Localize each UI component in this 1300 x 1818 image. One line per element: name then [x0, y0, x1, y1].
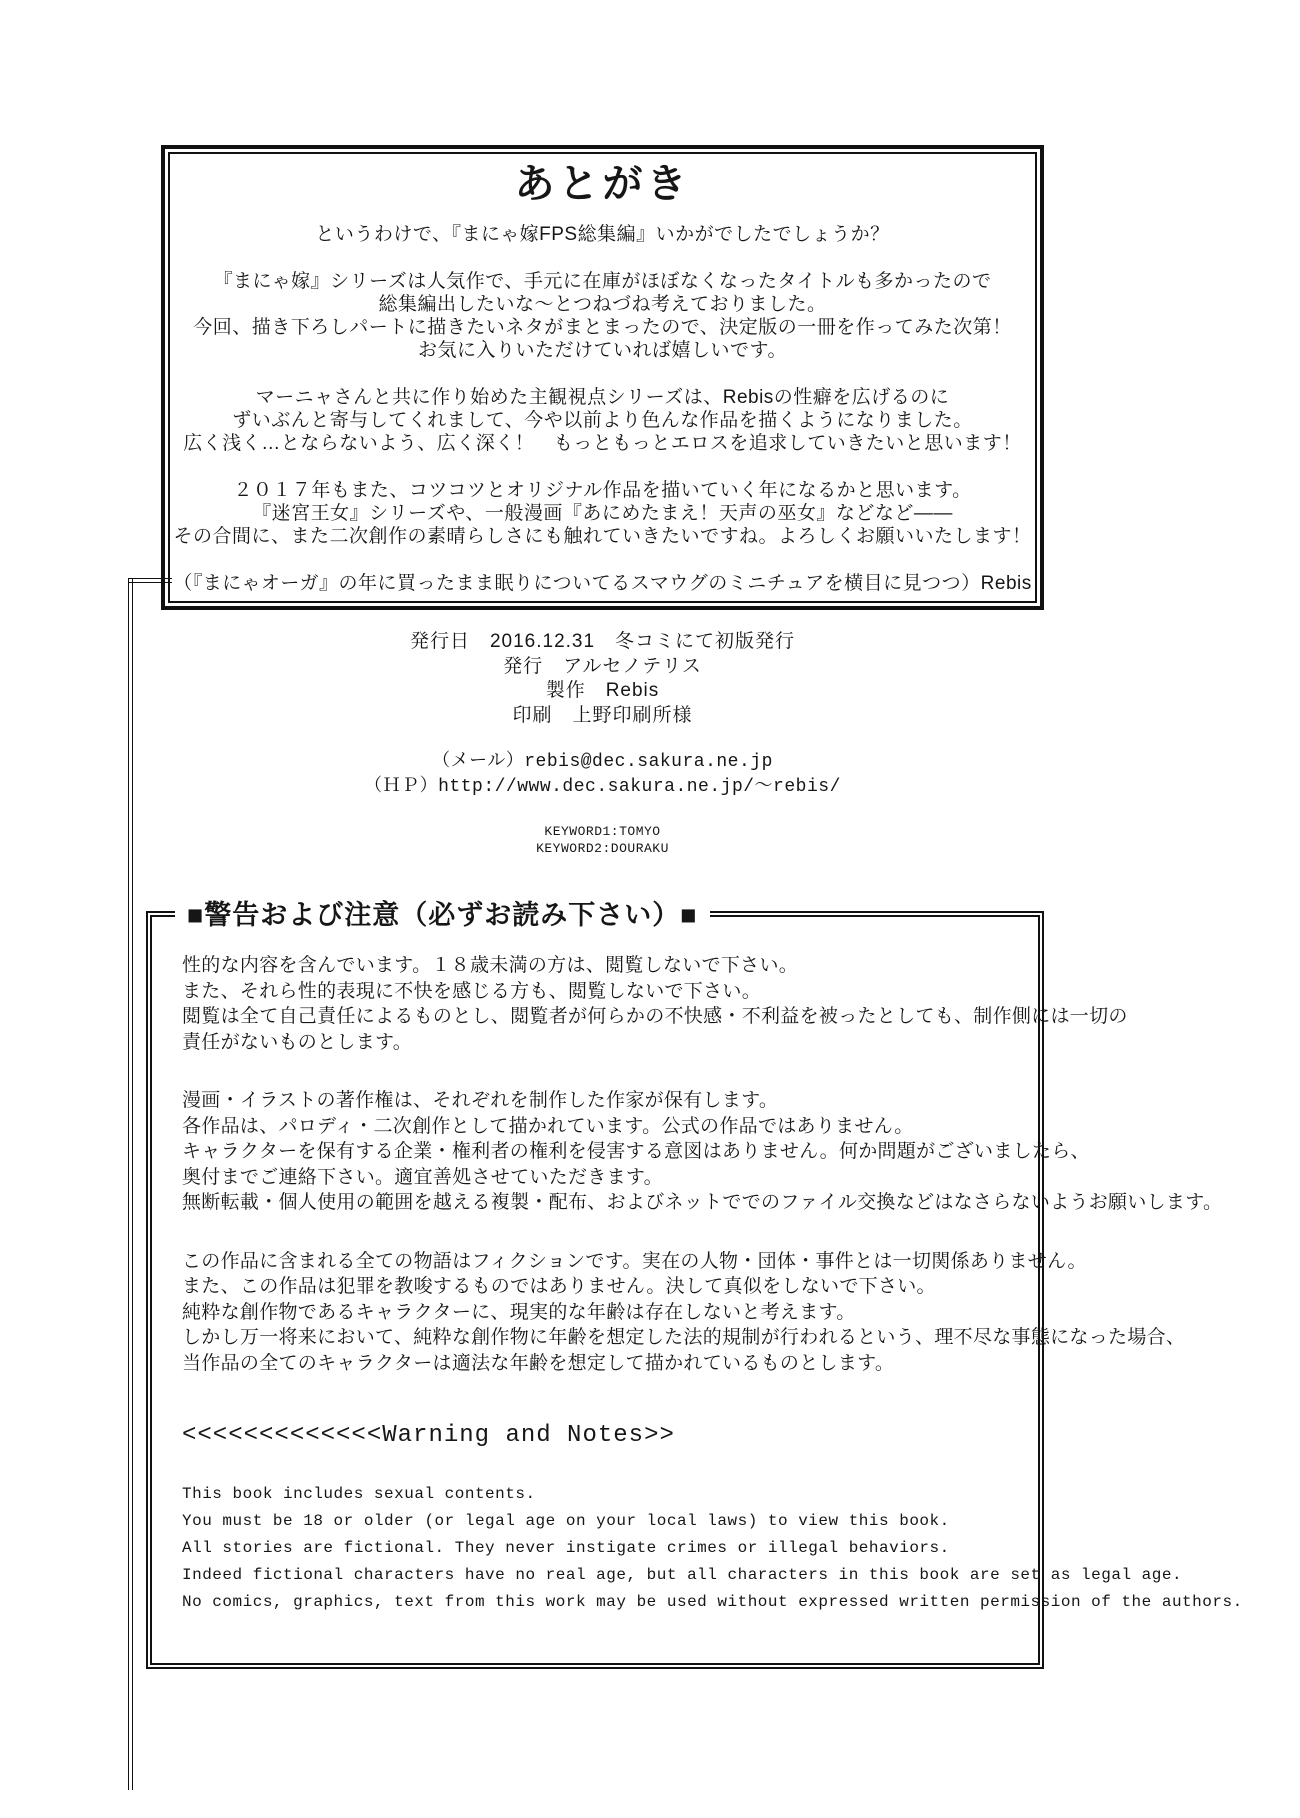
warning-line: 漫画・イラストの著作権は、それぞれを制作した作家が保有します。 [182, 1090, 779, 1111]
warning-en-header: <<<<<<<<<<<<<Warning and Notes>> [182, 1422, 675, 1449]
afterword-line: ずいぶんと寄与してくれまして、今や以前より色んな作品を描くようになりました。 [232, 410, 973, 431]
warning-content [152, 917, 1243, 1616]
contact-email-line: （メール）rebis@dec.sakura.ne.jp [432, 752, 773, 772]
afterword-paragraph [170, 270, 1035, 362]
afterword-line: 今回、描き下ろしパートに描きたいネタがまとまったので、決定版の一冊を作ってみた次第！ [193, 317, 1012, 338]
colophon [168, 630, 1037, 857]
warning-paragraph [182, 953, 1128, 1055]
afterword-line: というわけで、『まにゃ嫁FPS総集編』いかがでしたでしょうか？ [315, 224, 890, 245]
afterword-line: 『迷宮王女』シリーズや、一般漫画『あにめたまえ！天声の巫女』などなど―― [252, 503, 953, 524]
warning-en-line: All stories are fictional. They never instigate crimes or illegal behaviors. [182, 1539, 950, 1557]
afterword-line: その合間に、また二次創作の素晴らしさにも触れていきたいですね。よろしくお願いいたします！ [173, 526, 1032, 547]
afterword-signature: （『まにゃオーガ』の年に買ったまま眠りについてるスマウグのミニチュアを横目に見つつ）Rebis [173, 573, 1032, 594]
warning-line: 閲覧は全て自己責任によるものとし、閲覧者が何らかの不快感・不利益を被ったとしても、制作側には一切の [182, 1006, 1128, 1027]
warning-line: また、この作品は犯罪を教唆するものではありません。決して真似をしないで下さい。 [182, 1276, 936, 1297]
publish-line: 製作 Rebis [545, 680, 660, 701]
publish-info [168, 630, 1037, 728]
warning-header: ■警告および注意（必ずお読み下さい）■ [175, 893, 710, 937]
warning-en-line: This book includes sexual contents. [182, 1485, 536, 1503]
warning-line: 責任がないものとします。 [182, 1031, 413, 1053]
afterword-paragraph [170, 479, 1035, 548]
warning-line: この作品に含まれる全ての物語はフィクションです。実在の人物・団体・事件とは一切関係ありません。 [182, 1250, 1087, 1272]
warning-box [150, 915, 1243, 1665]
warning-line: しかし万一将来において、純粋な創作物に年齢を想定した法的規制が行われるという、理不尽な事態になった場合、 [182, 1327, 1186, 1348]
afterword-line: お気に入りいただけていれば嬉しいです。 [418, 340, 787, 361]
afterword-paragraph [170, 386, 1035, 455]
warning-line: 当作品の全てのキャラクターは適法な年齢を想定して描かれているものとします。 [182, 1352, 895, 1374]
warning-paragraph [182, 1088, 1223, 1216]
afterword-line: 総集編出したいな～とつねづね考えておりました。 [378, 294, 827, 315]
warning-en-line: Indeed fictional characters have no real age, but all characters in this book are set as legal age. [182, 1566, 1183, 1584]
contact-homepage-line: （ＨＰ）http://www.dec.sakura.ne.jp/～rebis/ [364, 777, 841, 797]
page-title: あとがき [514, 162, 691, 206]
warning-line: 各作品は、パロディ・二次創作として描かれています。公式の作品ではありません。 [182, 1115, 914, 1137]
publish-line: 発行日 2016.12.31 冬コミにて初版発行 [409, 631, 796, 652]
publish-line: 発行 アルセノテリス [503, 655, 702, 677]
keyword-line: KEYWORD1:TOMYO [544, 824, 661, 839]
publish-line: 印刷 上野印刷所様 [512, 704, 693, 726]
bracket-connector-line [128, 578, 172, 583]
afterword-line: マーニャさんと共に作り始めた主観視点シリーズは、Rebisの性癖を広げるのに [255, 387, 950, 408]
warning-line: 純粋な創作物であるキャラクターに、現実的な年齢は存在しないと考えます。 [182, 1301, 856, 1323]
keyword-line: KEYWORD2:DOURAKU [536, 840, 669, 856]
afterword-paragraph [170, 223, 1035, 246]
warning-line: キャラクターを保有する企業・権利者の権利を侵害する意図はありません。何か問題がございましたら、 [182, 1141, 1090, 1162]
contact-info [168, 750, 1037, 800]
afterword-line: ２０１７年もまた、コツコツとオリジナル作品を描いていく年になるかと思います。 [233, 480, 972, 501]
warning-paragraph [182, 1249, 1186, 1377]
warning-line: 性的な内容を含んでいます。１８歳未満の方は、閲覧しないで下さい。 [182, 955, 799, 976]
warning-en-line: No comics, graphics, text from this work may be used without expressed written permission of the authors. [182, 1593, 1243, 1611]
keyword-list [168, 824, 1037, 857]
warning-en-line: You must be 18 or older (or legal age on your local laws) to view this book. [182, 1512, 950, 1530]
afterword-box [168, 152, 1037, 603]
afterword-line: 『まにゃ嫁』シリーズは人気作で、手元に在庫がほぼなくなったタイトルも多かったので [213, 271, 992, 292]
warning-en-paragraph [182, 1481, 1243, 1616]
warning-line: また、それら性的表現に不快を感じる方も、閲覧しないで下さい。 [182, 980, 762, 1002]
left-bracket-line [128, 578, 133, 1790]
afterword-line: 広く浅く…とならないよう、広く深く！ もっともっとエロスを追求していきたいと思います！ [183, 433, 1022, 454]
warning-line: 無断転載・個人使用の範囲を越える複製・配布、およびネットででのファイル交換などはなさらないようお願いします。 [182, 1192, 1223, 1213]
warning-line: 奥付までご連絡下さい。適宜善処させていただきます。 [182, 1166, 663, 1188]
